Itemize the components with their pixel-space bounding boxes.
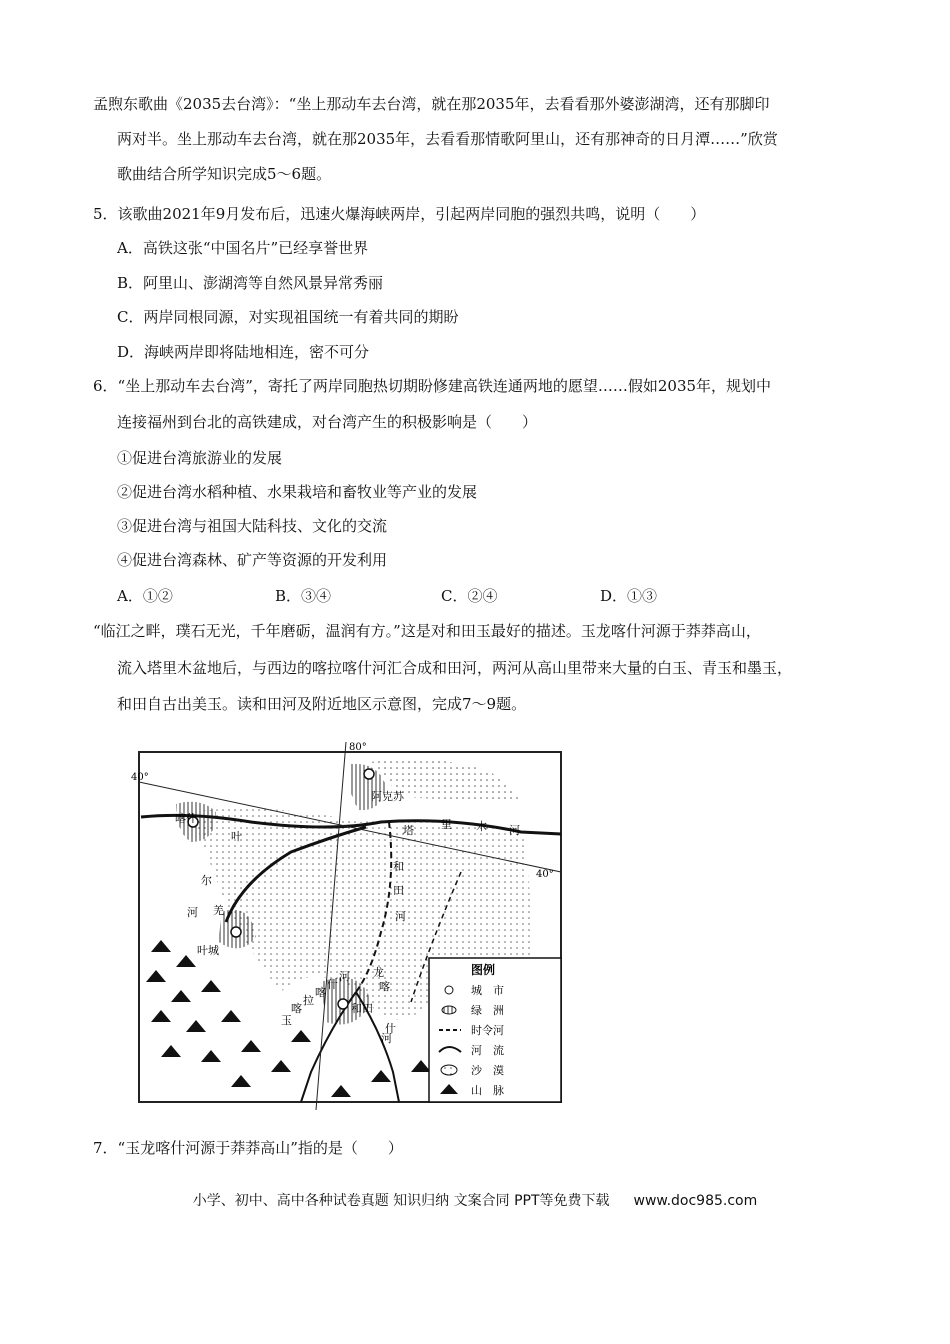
city-yecheng-marker: [231, 927, 241, 937]
svg-text:龙: 龙: [373, 966, 384, 979]
q6-stem-line-1: 6．“坐上那动车去台湾”，寄托了两岸同胞热切期盼修建高铁连通两地的愿望……假如2035年，规划中: [93, 377, 772, 395]
svg-text:什: 什: [327, 978, 338, 991]
q6-statement-4: ④促进台湾森林、矿产等资源的开发利用: [117, 551, 388, 569]
city-yecheng-label: 叶城: [197, 944, 219, 957]
legend-desert: 沙 漠: [471, 1064, 504, 1077]
q6-choice-a: A．①②: [117, 587, 173, 605]
q6-statement-1: ①促进台湾旅游业的发展: [117, 449, 283, 467]
svg-text:喀: 喀: [291, 1002, 302, 1015]
svg-text:玉: 玉: [281, 1014, 292, 1027]
svg-text:河: 河: [509, 824, 520, 837]
footer-text: 小学、初中、高中各种试卷真题 知识归纳 文案合同 PPT等免费下载: [192, 1193, 610, 1209]
q5-stem: 5．该歌曲2021年9月发布后，迅速火爆海峡两岸，引起两岸同胞的强烈共鸣，说明（ ）: [93, 205, 706, 223]
q5-option-c: C．两岸同根同源，对实现祖国统一有着共同的期盼: [117, 308, 459, 326]
legend-seasonal-river: 时令河: [471, 1024, 504, 1037]
intro2-line-3: 和田自古出美玉。读和田河及附近地区示意图，完成7～9题。: [117, 695, 527, 713]
svg-text:拉: 拉: [303, 994, 314, 1007]
legend-river: 河 流: [471, 1044, 504, 1057]
legend-mountain: 山 脉: [471, 1084, 504, 1097]
legend-oasis: 绿 洲: [471, 1004, 504, 1017]
svg-text:塔: 塔: [403, 824, 414, 837]
q5-option-a: A．高铁这张“中国名片”已经享誉世界: [117, 239, 369, 257]
q6-choice-d: D．①③: [600, 587, 658, 605]
lat-label-right: 40°: [536, 869, 554, 880]
intro1-line-2: 两对半。坐上那动车去台湾，就在那2035年，去看看那情歌阿里山，还有那神奇的日月潭……”欣赏: [117, 130, 778, 148]
city-hotan-marker: [338, 999, 348, 1009]
svg-text:木: 木: [476, 820, 487, 833]
q6-statement-3: ③促进台湾与祖国大陆科技、文化的交流: [117, 517, 388, 535]
q5-option-d: D．海峡两岸即将陆地相连，密不可分: [117, 343, 370, 361]
svg-text:羌: 羌: [213, 904, 224, 917]
q5-option-b: B．阿里山、澎湖湾等自然风景异常秀丽: [117, 274, 384, 292]
legend-city: 城 市: [471, 984, 504, 997]
svg-text:河: 河: [339, 970, 350, 983]
svg-text:河: 河: [395, 910, 406, 923]
page-footer: [0, 1190, 950, 1210]
map-legend: [429, 958, 561, 1102]
svg-text:河: 河: [381, 1032, 392, 1045]
lat-label-left: 40°: [131, 772, 149, 783]
city-kashgar-label: 喀什: [175, 812, 197, 825]
lon-label: 80°: [349, 742, 367, 753]
svg-text:田: 田: [393, 884, 404, 897]
q6-choice-b: B．③④: [275, 587, 332, 605]
hotan-river-map: [131, 742, 571, 1110]
intro1-line-3: 歌曲结合所学知识完成5～6题。: [117, 165, 332, 183]
svg-text:里: 里: [441, 818, 452, 831]
svg-text:喀: 喀: [379, 980, 390, 993]
city-aksu-label: 阿克苏: [371, 790, 404, 803]
legend-title: 图例: [471, 963, 496, 977]
svg-text:什: 什: [385, 1022, 396, 1035]
q7-stem: 7．“玉龙喀什河源于莽莽高山”指的是（ ）: [93, 1139, 403, 1157]
city-hotan-label: 和田: [351, 1002, 373, 1015]
q6-choice-c: C．②④: [441, 587, 498, 605]
svg-text:和: 和: [393, 860, 404, 873]
q6-statement-2: ②促进台湾水稻种植、水果栽培和畜牧业等产业的发展: [117, 483, 478, 501]
footer-url[interactable]: www.doc985.com: [633, 1193, 758, 1209]
intro2-line-2: 流入塔里木盆地后，与西边的喀拉喀什河汇合成和田河，两河从高山里带来大量的白玉、青玉和墨玉，: [117, 659, 793, 677]
city-aksu-marker: [364, 769, 374, 779]
intro2-line-1: “临江之畔，璞石无光，千年磨砺，温润有方。”这是对和田玉最好的描述。玉龙喀什河源于莽莽高山，: [93, 622, 761, 640]
svg-text:河: 河: [187, 906, 198, 919]
intro1-line-1: 孟煦东歌曲《2035去台湾》：“坐上那动车去台湾，就在那2035年，去看看那外婆澎湖湾，还有那脚印: [93, 95, 770, 113]
svg-text:叶: 叶: [231, 830, 242, 843]
q6-stem-line-2: 连接福州到台北的高铁建成，对台湾产生的积极影响是（ ）: [117, 413, 538, 431]
svg-text:尔: 尔: [201, 874, 212, 887]
svg-text:喀: 喀: [315, 986, 326, 999]
